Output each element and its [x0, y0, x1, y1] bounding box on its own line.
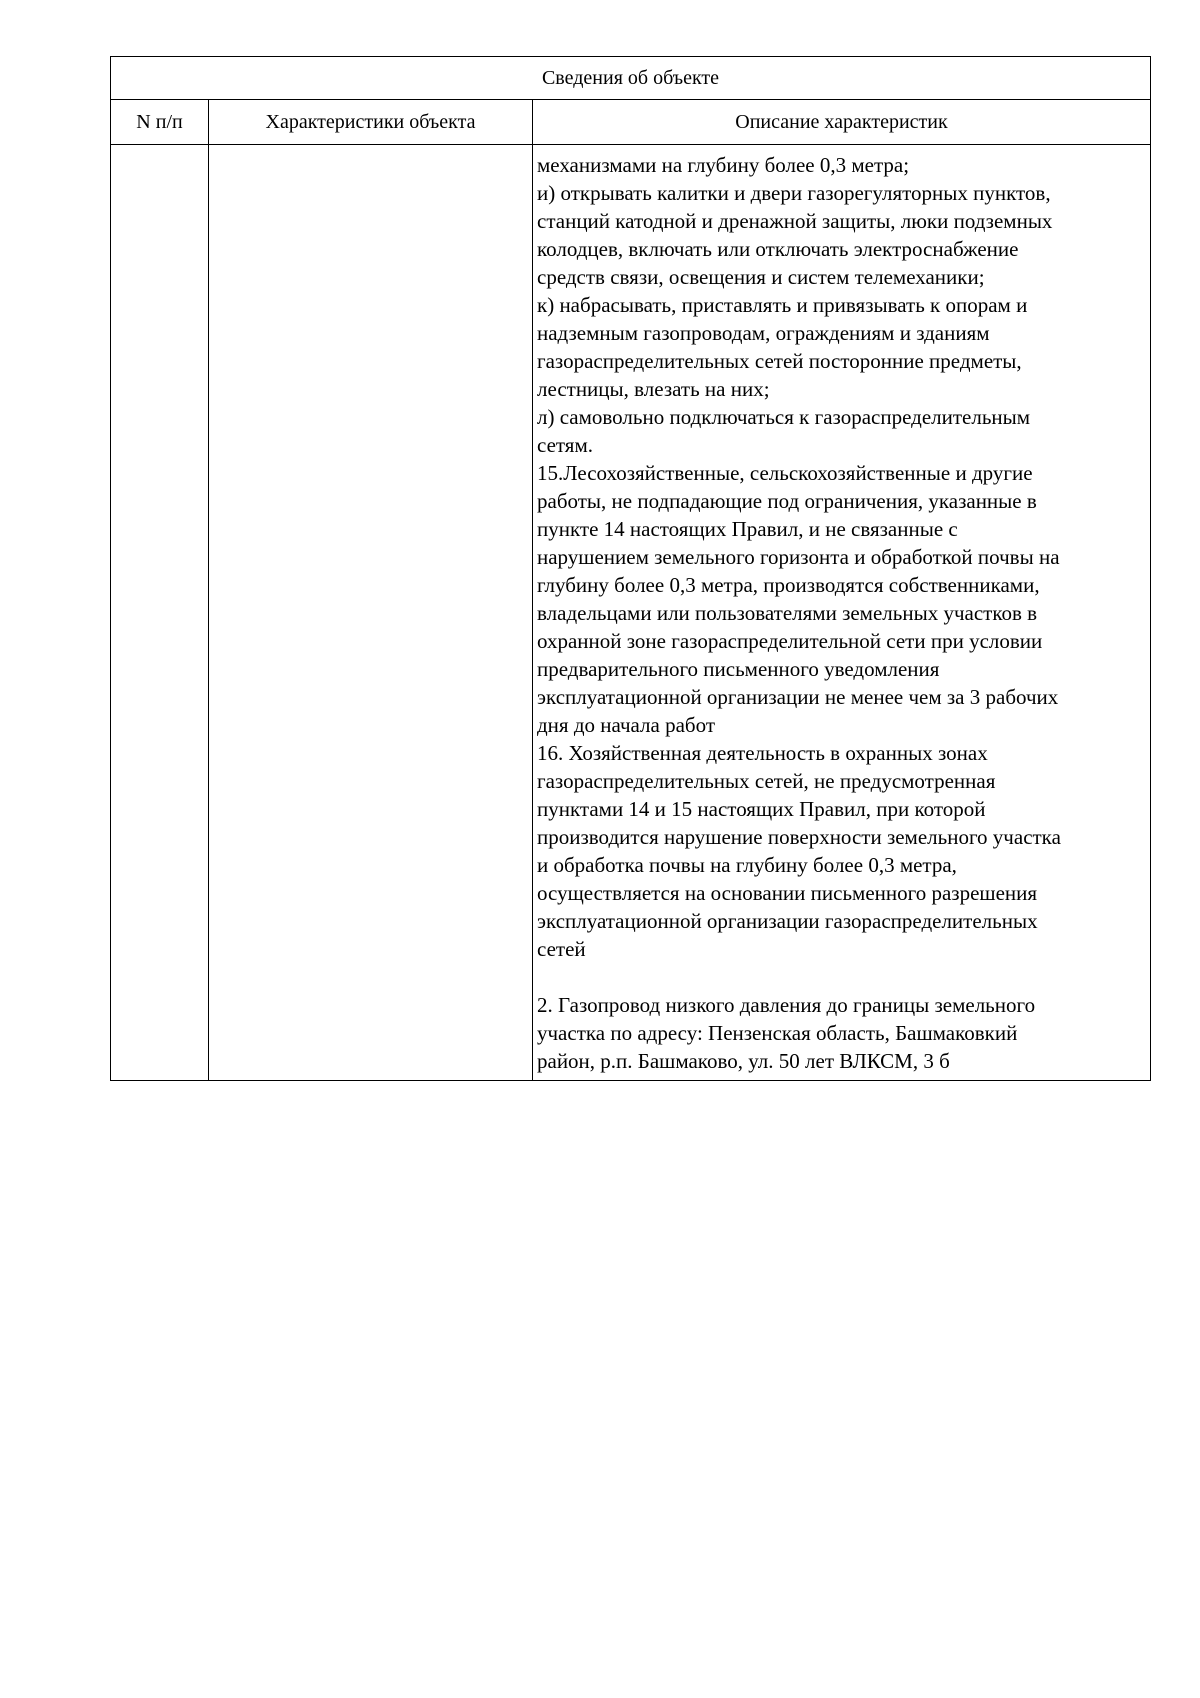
description-line: осуществляется на основании письменного разрешения [537, 881, 1038, 905]
description-blank-line [537, 963, 1146, 991]
description-line: предварительного письменного уведомления [537, 657, 940, 681]
description-line: средств связи, освещения и систем телемеханики; [537, 265, 985, 289]
description-line: надземным газопроводам, ограждениям и зданиям [537, 321, 990, 345]
description-line: станций катодной и дренажной защиты, люки подземных [537, 209, 1053, 233]
table-header-row [111, 100, 1151, 145]
description-line: производится нарушение поверхности земельного участка [537, 825, 1061, 849]
description-line: л) самовольно подключаться к газораспределительным [537, 405, 1031, 429]
table-row [111, 145, 1151, 1081]
row-number-cell [111, 145, 209, 1081]
description-line: пунктами 14 и 15 настоящих Правил, при которой [537, 797, 986, 821]
header-description: Описание характеристик [533, 100, 1151, 145]
description-line: охранной зоне газораспределительной сети при условии [537, 629, 1043, 653]
description-line: 15.Лесохозяйственные, сельскохозяйственные и другие [537, 461, 1033, 485]
description-line: эксплуатационной организации не менее чем за 3 рабочих [537, 685, 1059, 709]
object-info-table [110, 56, 1151, 1081]
description-line: участка по адресу: Пензенская область, Башмаковкий [537, 1021, 1018, 1045]
description-line: владельцами или пользователями земельных участков в [537, 601, 1038, 625]
description-line: газораспределительных сетей посторонние предметы, [537, 349, 1022, 373]
description-line: механизмами на глубину более 0,3 метра; [537, 153, 910, 177]
description-line: эксплуатационной организации газораспределительных [537, 909, 1038, 933]
row-description-cell [533, 145, 1151, 1081]
description-line: сетям. [537, 433, 593, 457]
description-line: глубину более 0,3 метра, производятся собственниками, [537, 573, 1040, 597]
description-line: и) открывать калитки и двери газорегуляторных пунктов, [537, 181, 1051, 205]
description-line: колодцев, включать или отключать электроснабжение [537, 237, 1019, 261]
description-line: пункте 14 настоящих Правил, и не связанные с [537, 517, 958, 541]
description-line: сетей [537, 937, 586, 961]
description-line: 16. Хозяйственная деятельность в охранных зонах [537, 741, 988, 765]
description-line: 2. Газопровод низкого давления до границы земельного [537, 993, 1036, 1017]
description-line: работы, не подпадающие под ограничения, указанные в [537, 489, 1037, 513]
row-characteristics-cell [209, 145, 533, 1081]
description-line: к) набрасывать, приставлять и привязывать к опорам и [537, 293, 1028, 317]
header-characteristics: Характеристики объекта [209, 100, 533, 145]
description-line: дня до начала работ [537, 713, 716, 737]
table-caption: Сведения об объекте [111, 57, 1151, 100]
description-line: газораспределительных сетей, не предусмотренная [537, 769, 996, 793]
description-line: лестницы, влезать на них; [537, 377, 770, 401]
description-line: район, р.п. Башмаково, ул. 50 лет ВЛКСМ, 3 б [537, 1049, 950, 1073]
table-caption-row [111, 57, 1151, 100]
header-number: N п/п [111, 100, 209, 145]
description-line: нарушением земельного горизонта и обработкой почвы на [537, 545, 1060, 569]
description-line: и обработка почвы на глубину более 0,3 метра, [537, 853, 957, 877]
